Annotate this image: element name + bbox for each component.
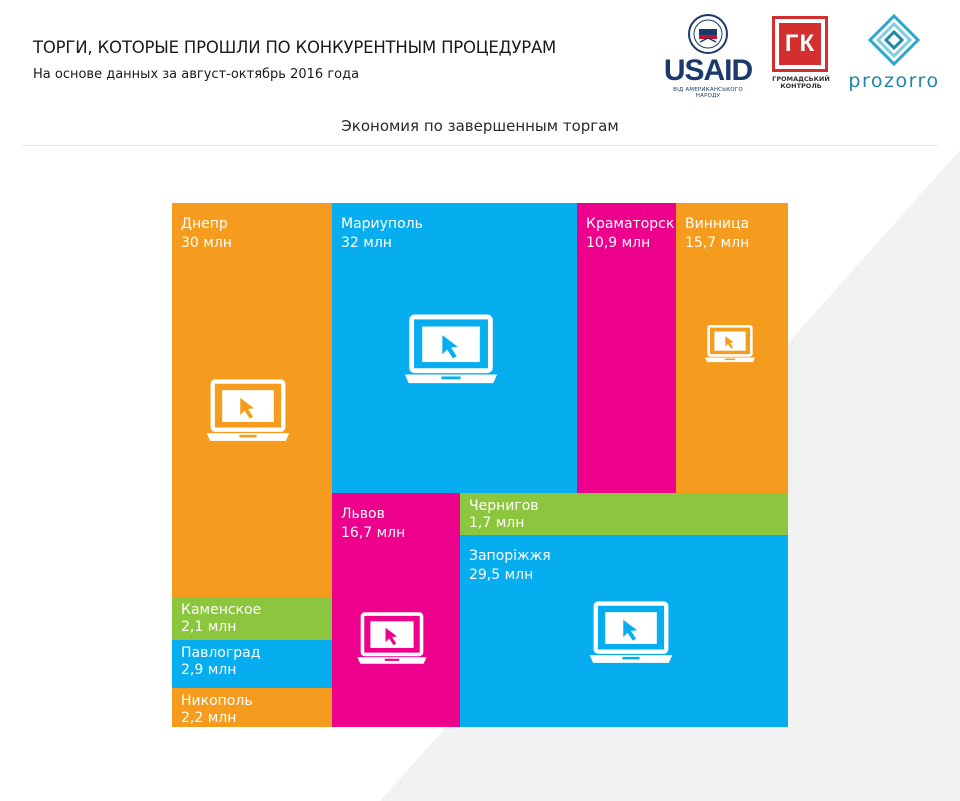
tile-city-label: Винница [685,216,750,232]
usaid-logo [660,14,756,99]
tile-value-label: 10,9 млн [586,235,651,251]
tile-city-label: Львов [341,506,385,522]
tile-value-label: 32 млн [341,235,392,251]
page-title: ТОРГИ, КОТОРЫЕ ПРОШЛИ ПО КОНКУРЕНТНЫМ ПРОЦЕДУРАМ [33,38,557,57]
gk-letters: ГК [779,23,821,65]
prozorro-mark-icon [840,12,948,68]
usaid-seal-icon [660,14,756,56]
prozorro-wordmark: prozorro [848,70,940,92]
treemap-tile [332,493,460,727]
tile-value-label: 1,7 млн [469,515,525,531]
tile-value-label: 2,2 млн [181,710,237,726]
usaid-wordmark: USAID [663,54,753,87]
page-subtitle: На основе данных за август-октябрь 2016 года [33,67,360,82]
tile-value-label: 15,7 млн [685,235,750,251]
prozorro-logo [840,12,948,96]
tile-city-label: Чернигов [469,498,539,514]
tile-value-label: 16,7 млн [341,525,406,541]
gk-caption-line1: ГРОМАДСЬКИЙ [772,75,830,83]
tile-city-label: Каменское [181,602,262,618]
treemap-tile [172,688,332,727]
tile-value-label: 30 млн [181,235,232,251]
treemap-tile [172,640,332,688]
laptop-icon [205,378,291,447]
tile-value-label: 29,5 млн [469,567,534,583]
tile-city-label: Никополь [181,693,253,709]
treemap-tile [460,493,788,535]
gk-logo [770,14,832,96]
laptop-icon [704,324,756,366]
chart-title: Экономия по завершенным торгам [341,117,619,135]
gk-caption [770,76,832,90]
laptop-icon [588,600,674,669]
tile-value-label: 2,9 млн [181,662,237,678]
usaid-tagline: ВІД АМЕРИКАНСЬКОГО НАРОДУ [673,87,743,99]
gk-badge [772,16,828,72]
laptop-icon [356,611,428,669]
gk-caption-line2: КОНТРОЛЬ [780,82,822,90]
laptop-icon [403,313,499,390]
tile-city-label: Павлоград [181,645,261,661]
tile-city-label: Краматорск [586,216,675,232]
treemap-tile [172,597,332,640]
tile-city-label: Запоріжжя [469,548,551,564]
treemap-tile [577,203,676,493]
tile-city-label: Днепр [181,216,228,232]
title-divider [22,145,938,146]
tile-value-label: 2,1 млн [181,619,237,635]
tile-city-label: Мариуполь [341,216,423,232]
